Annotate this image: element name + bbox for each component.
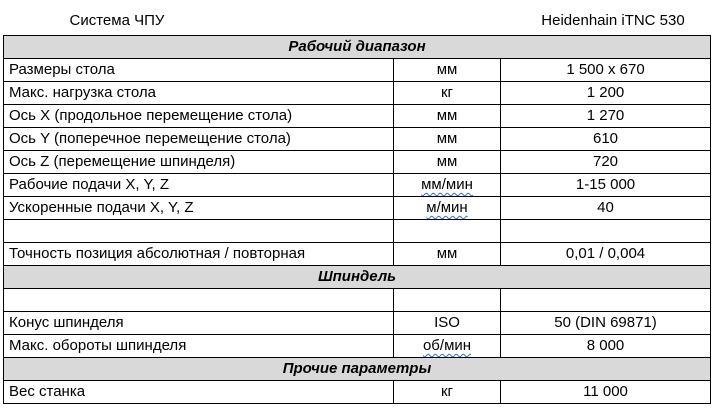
empty-row: [4, 289, 711, 312]
cnc-system-value: Heidenhain iTNC 530: [541, 12, 685, 29]
unit-text: об/мин: [422, 337, 472, 354]
table-row: [4, 105, 711, 128]
param-cell: Макс. обороты шпинделя: [4, 335, 394, 358]
unit-cell: [394, 335, 501, 358]
param-cell: Ось Y (поперечное перемещение стола): [4, 128, 394, 151]
table-row: [4, 312, 711, 335]
unit-cell: мм: [394, 59, 501, 82]
param-cell: Конус шпинделя: [4, 312, 394, 335]
unit-cell: мм: [394, 105, 501, 128]
value-cell: 40: [501, 197, 711, 220]
unit-text: м/мин: [426, 199, 468, 216]
value-cell: 1 200: [501, 82, 711, 105]
section-title: Прочие параметры: [4, 358, 711, 381]
table-row: [4, 197, 711, 220]
param-cell: Точность позиция абсолютная / повторная: [4, 243, 394, 266]
table-row: [4, 335, 711, 358]
value-cell: 11 000: [501, 381, 711, 404]
param-cell: Вес станка: [4, 381, 394, 404]
unit-cell: [394, 197, 501, 220]
empty-row: [4, 220, 711, 243]
param-cell: Размеры стола: [4, 59, 394, 82]
value-cell: 1 270: [501, 105, 711, 128]
unit-cell: мм: [394, 128, 501, 151]
section-header-work-range: [4, 36, 711, 59]
unit-cell: ISO: [394, 312, 501, 335]
table-row: [4, 128, 711, 151]
unit-cell: мм: [394, 151, 501, 174]
table-row: [4, 243, 711, 266]
table-row: [4, 174, 711, 197]
spec-table: [3, 7, 711, 404]
param-cell: Ось X (продольное перемещение стола): [4, 105, 394, 128]
value-cell: 50 (DIN 69871): [501, 312, 711, 335]
section-title: Рабочий диапазон: [4, 36, 711, 59]
unit-cell: кг: [394, 82, 501, 105]
unit-cell: мм: [394, 243, 501, 266]
value-cell: 8 000: [501, 335, 711, 358]
section-title: Шпиндель: [4, 266, 711, 289]
value-cell: 610: [501, 128, 711, 151]
value-cell: 1-15 000: [501, 174, 711, 197]
table-row: [4, 59, 711, 82]
param-cell: Ось Z (перемещение шпинделя): [4, 151, 394, 174]
unit-cell: кг: [394, 381, 501, 404]
table-row: [4, 82, 711, 105]
cnc-system-label: Система ЧПУ: [69, 12, 165, 29]
table-row: [4, 151, 711, 174]
param-cell: Рабочие подачи X, Y, Z: [4, 174, 394, 197]
value-cell: 720: [501, 151, 711, 174]
unit-cell: [394, 174, 501, 197]
param-cell: Макс. нагрузка стола: [4, 82, 394, 105]
table-row: [4, 381, 711, 404]
section-header-spindle: [4, 266, 711, 289]
section-header-other: [4, 358, 711, 381]
param-cell: Ускоренные подачи X, Y, Z: [4, 197, 394, 220]
unit-text: мм/мин: [421, 176, 473, 193]
value-cell: 1 500 x 670: [501, 59, 711, 82]
header-row: [4, 7, 711, 36]
value-cell: 0,01 / 0,004: [501, 243, 711, 266]
